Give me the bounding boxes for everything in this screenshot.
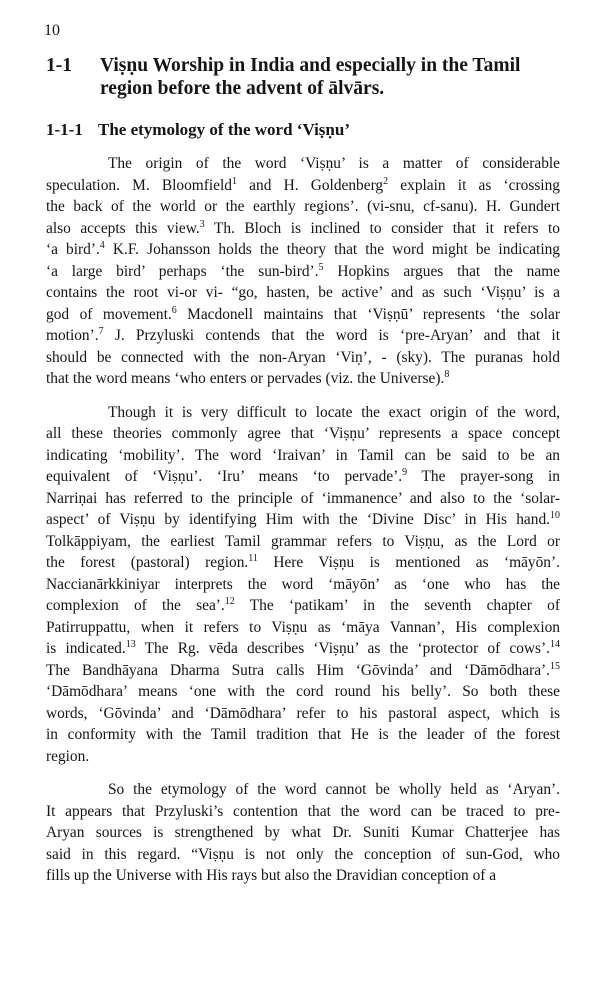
text-line: Patirruppattu, when it refers to Viṣṇu as ‘māya Vannan’, His complexion bbox=[46, 618, 560, 636]
subsection-number: 1-1-1 bbox=[46, 120, 83, 139]
subsection-title: The etymology of the word ‘Viṣṇu’ bbox=[98, 120, 350, 139]
text-line: Naccianārkkiniyar interprets the word ‘māyōn’ as ‘one who has the bbox=[46, 575, 560, 593]
text-line: indicating ‘mobility’. The word ‘Iraivan’ in Tamil can be said to be an bbox=[46, 446, 560, 464]
text-line: The Bandhāyana Dharma Sutra calls Him ‘Gōvinda’ and ‘Dāmōdhara’.$^{15}$ bbox=[46, 660, 560, 679]
text-line: ‘Dāmōdhara’ means ‘one with the cord round his belly’. So both these bbox=[46, 683, 560, 700]
text-line: all these theories commonly agree that ‘Viṣṇu’ represents a space concept bbox=[46, 425, 560, 442]
text-line: Tolkāppiyam, the earliest Tamil grammar refers to Viṣṇu, as the Lord or bbox=[46, 532, 560, 550]
text-line: So the etymology of the word cannot be wholly held as ‘Aryan’. bbox=[108, 781, 560, 798]
body-text bbox=[46, 153, 560, 887]
paragraph bbox=[46, 153, 560, 390]
text-line: said in this regard. “Viṣṇu is not only the conception of sun-God, who bbox=[46, 845, 560, 863]
section-heading bbox=[46, 54, 566, 100]
section-title-line-2: region before the advent of ālvārs. bbox=[100, 78, 385, 99]
text-line: also accepts this view.$^3$ Th. Bloch is inclined to consider that it refers to bbox=[46, 218, 560, 237]
text-line: the forest (pastoral) region.$^{11}$ Here Viṣṇu is mentioned as ‘māyōn’. bbox=[46, 552, 560, 571]
text-line: Though it is very difficult to locate the exact origin of the word, bbox=[108, 403, 560, 421]
text-line: the back of the world or the earthly regions’. (vi-snu, cf-sanu). H. Gundert bbox=[46, 198, 560, 215]
paragraph-gap bbox=[46, 390, 560, 402]
text-line: should be connected with the non-Aryan ‘Viṇ’, - (sky). The puranas hold bbox=[46, 348, 560, 366]
section-title-line-1: Viṣṇu Worship in India and especially in the Tamil bbox=[100, 55, 521, 76]
text-line: god of movement.$^6$ Macdonell maintains that ‘Viṣṇū’ represents ‘the solar bbox=[46, 304, 560, 323]
text-line: motion’.$^7$ J. Przyluski contends that the word is ‘pre-Aryan’ and that it bbox=[46, 325, 560, 344]
text-line: The origin of the word ‘Viṣṇu’ is a matter of considerable bbox=[108, 155, 560, 172]
text-line: is indicated.$^{13}$ The Rg. vēda describes ‘Viṣṇu’ as the ‘protector of cows’.$^{14}$ bbox=[46, 638, 560, 657]
text-line: complexion of the sea’.$^{12}$ The ‘patikam’ in the seventh chapter of bbox=[46, 595, 560, 614]
text-line: fills up the Universe with His rays but also the Dravidian conception of a bbox=[46, 867, 497, 884]
text-line: aspect’ of Viṣṇu by identifying Him with the ‘Divine Disc’ in His hand.$^{10}$ bbox=[46, 509, 560, 528]
subsection-heading bbox=[46, 119, 350, 141]
text-line: that the word means ‘who enters or pervades (viz. the Universe).$^8$ bbox=[46, 368, 450, 387]
paragraph bbox=[46, 402, 560, 768]
text-line: ‘a bird’.$^4$ K.F. Johansson holds the theory that the word might be indicating bbox=[46, 239, 560, 258]
text-line: in conformity with the Tamil tradition that He is the leader of the forest bbox=[46, 726, 560, 743]
text-line: Narriṇai has referred to the principle of ‘immanence’ and also to the ‘solar- bbox=[46, 489, 560, 507]
text-line: region. bbox=[46, 747, 90, 765]
text-line: ‘a large bird’ perhaps ‘the sun-bird’.$^5$ Hopkins argues that the name bbox=[46, 261, 561, 280]
text-line: words, ‘Gōvinda’ and ‘Dāmōdhara’ refer to his pastoral aspect, which is bbox=[46, 704, 560, 722]
paragraph-gap bbox=[46, 767, 560, 779]
paragraph bbox=[46, 779, 560, 887]
section-number: 1-1 bbox=[46, 55, 72, 76]
text-line: Aryan sources is strengthened by what Dr. Suniti Kumar Chatterjee has bbox=[46, 824, 560, 841]
text-line: contains the root vi-or vi- “go, hasten, be active’ and as such ‘Viṣṇu’ is a bbox=[46, 284, 560, 301]
text-line: It appears that Przyluski’s contention that the word can be traced to pre- bbox=[46, 802, 560, 820]
text-line: speculation. M. Bloomfield$^1$ and H. Goldenberg$^2$ explain it as ‘crossing bbox=[46, 175, 560, 194]
page-number: 10 bbox=[44, 22, 60, 39]
text-line: equivalent of ‘Viṣṇu’. ‘Iru’ means ‘to pervade’.$^9$ The prayer-song in bbox=[46, 466, 560, 485]
